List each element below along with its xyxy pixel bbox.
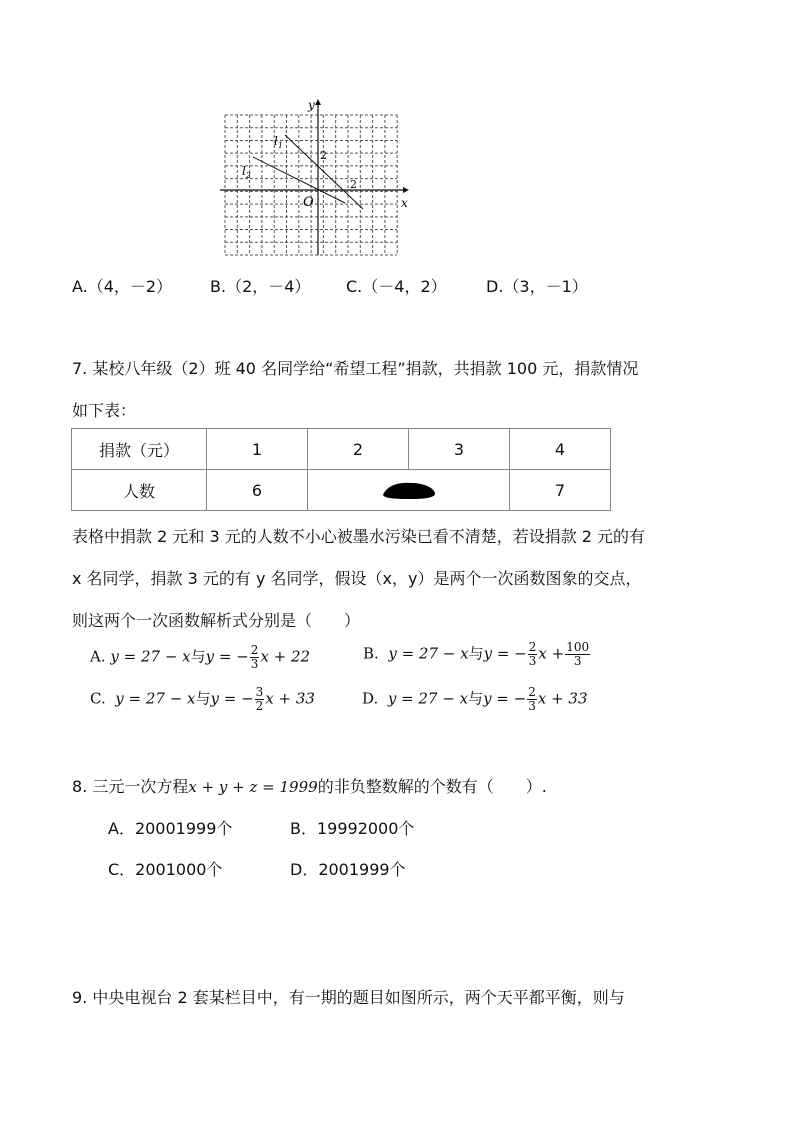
q6-option-d: D.（3，－1） [486, 277, 588, 296]
table-header-cell: 4 [510, 429, 611, 470]
q6-option-a: A.（4，－2） [72, 277, 173, 296]
coordinate-graph [215, 97, 415, 262]
line-l2-label: $l_2$ [242, 164, 251, 180]
ink-blot-cell [308, 470, 510, 511]
q8-option-d: D．2001999个 [290, 860, 406, 879]
table-cell: 6 [207, 470, 308, 511]
table-cell: 人数 [72, 470, 207, 511]
q8-option-c: C．2001000个 [108, 860, 223, 879]
table-header-cell: 捐款（元） [72, 429, 207, 470]
table-row [72, 470, 611, 511]
table-row [72, 429, 611, 470]
q7-option-c: C. y = 27 − x与y = − $\frac{3}{2}$ x + 33 [90, 685, 315, 713]
q7-option-a: A. y = 27 − x与y = − $\frac{2}{3}$ x + 22 [90, 643, 311, 671]
q8-stem: 8. 三元一次方程x + y + z = 1999的非负整数解的个数有（ ）. [72, 777, 547, 796]
q7-option-d: D. y = 27 − x与y = − $\frac{2}{3}$ x + 33 [362, 685, 588, 713]
donation-table [71, 428, 611, 511]
ink-blot-icon [379, 479, 439, 501]
table-header-cell: 1 [207, 429, 308, 470]
q9-stem-line1: 9. 中央电视台 2 套某栏目中，有一期的题目如图所示，两个天平都平衡，则与 [72, 988, 625, 1007]
tick-y-2: 2 [320, 149, 327, 162]
q7-stem-line2: 如下表： [72, 401, 137, 420]
table-cell: 7 [510, 470, 611, 511]
tick-x-2: 2 [350, 178, 357, 191]
origin-label: O [303, 195, 314, 210]
q7-para-line2: x 名同学，捐款 3 元的有 y 名同学，假设（x，y）是两个一次函数图象的交点， [72, 569, 642, 588]
q8-option-b: B．19992000个 [290, 819, 415, 838]
q6-option-b: B.（2，－4） [210, 277, 311, 296]
line-l1-label: $l_1$ [274, 134, 283, 150]
q7-para-line1: 表格中捐款 2 元和 3 元的人数不小心被墨水污染已看不清楚，若设捐款 2 元的有 [72, 527, 646, 546]
q7-para-line3: 则这两个一次函数解析式分别是（ ） [72, 611, 361, 630]
table-header-cell: 3 [409, 429, 510, 470]
x-axis-arrow-icon [403, 187, 409, 193]
grid-lines [225, 115, 397, 255]
table-header-cell: 2 [308, 429, 409, 470]
q8-option-a: A．20001999个 [108, 819, 233, 838]
y-axis-arrow-icon [315, 99, 321, 105]
line-l1 [285, 135, 363, 209]
y-axis-label: y [308, 98, 315, 112]
x-axis-label: x [401, 196, 408, 210]
q6-option-c: C.（－4，2） [346, 277, 447, 296]
q7-option-b: B. y = 27 − x与y = − $\frac{2}{3}$ x + $\frac{100}{3}$ [363, 640, 590, 668]
q7-stem-line1: 7. 某校八年级（2）班 40 名同学给“希望工程”捐款，共捐款 100 元，捐款情况 [72, 359, 639, 378]
